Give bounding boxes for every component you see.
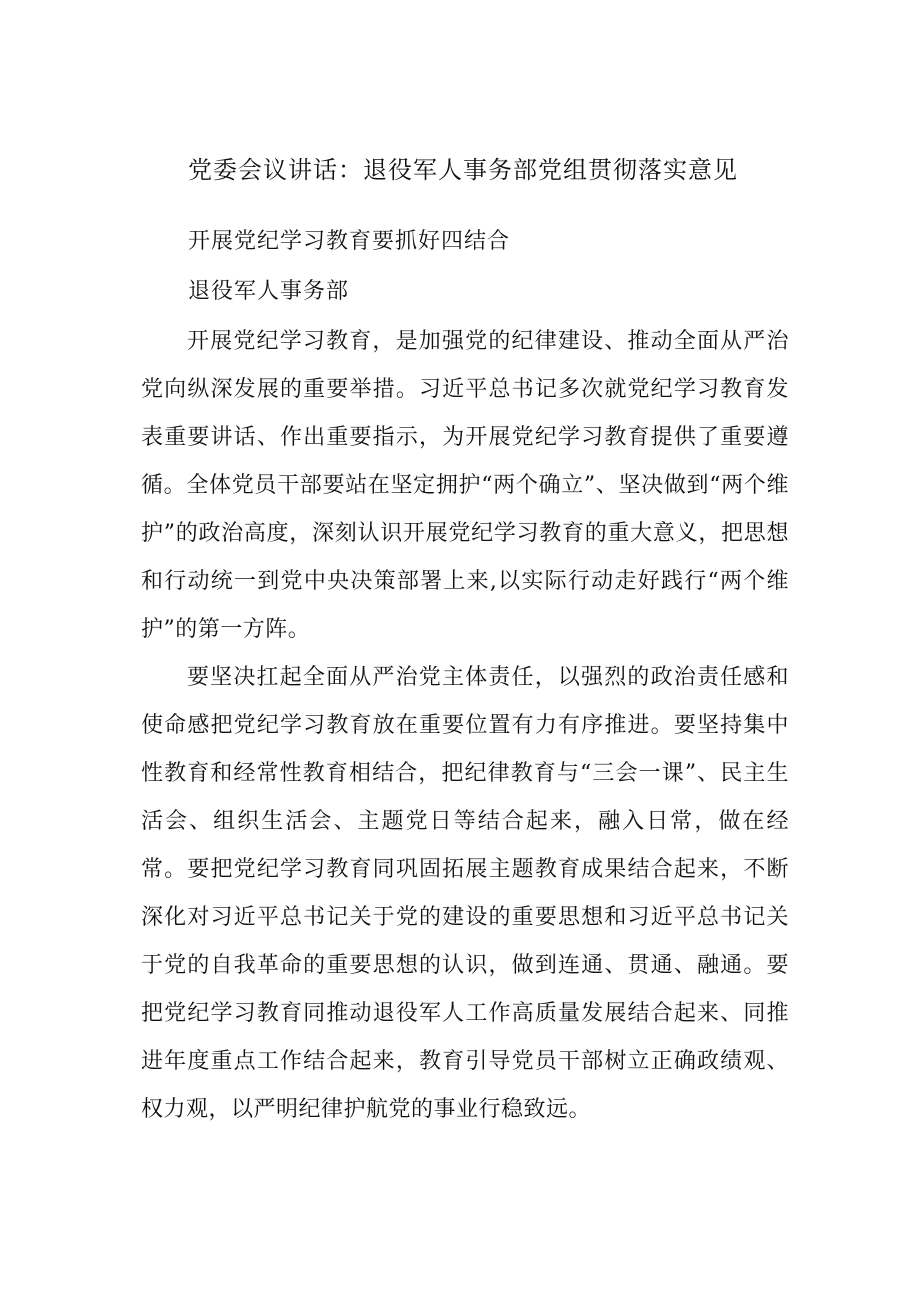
document-subtitle: 开展党纪学习教育要抓好四结合	[188, 229, 511, 254]
body-paragraph-1: 开展党纪学习教育，是加强党的纪律建设、推动全面从严治党向纵深发展的重要举措。习近平总书记多次就党纪学习教育发表重要讲话、作出重要指示，为开展党纪学习教育提供了重要遵循。全体党员干部要站在坚定拥护“两个确立”、坚决做到“两个维护”的政治高度，深刻认识开展党纪学习教育的重大意义，把思想和行动统一到党中央决策部署上来,以实际行动走好践行“两个维护”的第一方阵。	[141, 329, 789, 642]
document-title: 党委会议讲话：退役军人事务部党组贯彻落实意见	[188, 156, 738, 184]
issuing-organization: 退役军人事务部	[188, 279, 350, 304]
body-paragraph-2: 要坚决扛起全面从严治党主体责任，以强烈的政治责任感和使命感把党纪学习教育放在重要位置有力有序推进。要坚持集中性教育和经常性教育相结合，把纪律教育与“三会一课”、民主生活会、组织生活会、主题党日等结合起来，融入日常，做在经常。要把党纪学习教育同巩固拓展主题教育成果结合起来，不断深化对习近平总书记关于党的建设的重要思想和习近平总书记关于党的自我革命的重要思想的认识，做到连通、贯通、融通。要把党纪学习教育同推动退役军人工作高质量发展结合起来、同推进年度重点工作结合起来，教育引导党员干部树立正确政绩观、权力观，以严明纪律护航党的事业行稳致远。	[141, 665, 789, 1122]
